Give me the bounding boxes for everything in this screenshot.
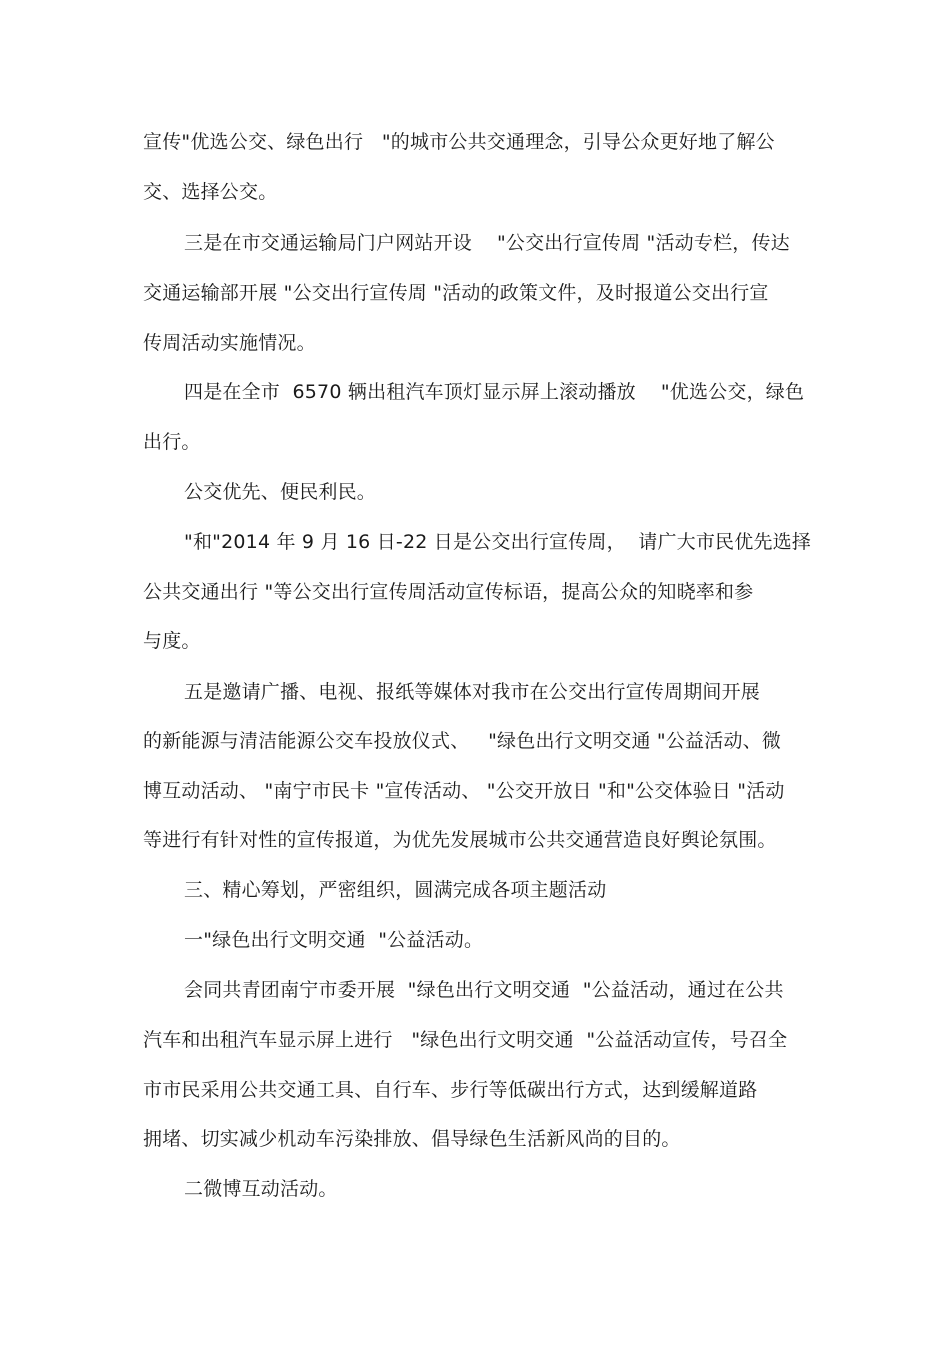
paragraph-line: 等进行有针对性的宣传报道，为优先发展城市公共交通营造良好舆论氛围。 xyxy=(143,829,777,851)
section-heading: 三、精心筹划，严密组织，圆满完成各项主题活动 xyxy=(184,879,607,901)
paragraph-line: 公交优先、便民利民。 xyxy=(184,481,377,503)
paragraph-line: "和"2014 年 9 月 16 日-22 日是公交出行宣传周， 请广大市民优先选择 xyxy=(184,531,812,553)
subsection-heading: 一"绿色出行文明交通 "公益活动。 xyxy=(184,929,484,951)
paragraph-line: 汽车和出租汽车显示屏上进行 "绿色出行文明交通 "公益活动宣传，号召全 xyxy=(143,1029,788,1051)
paragraph-line: 三是在市交通运输局门户网站开设 "公交出行宣传周 "活动专栏，传达 xyxy=(184,232,790,254)
paragraph-line: 交通运输部开展 "公交出行宣传周 "活动的政策文件，及时报道公交出行宣 xyxy=(143,282,769,304)
paragraph-line: 五是邀请广播、电视、报纸等媒体对我市在公交出行宣传周期间开展 xyxy=(184,681,761,703)
paragraph-line: 会同共青团南宁市委开展 "绿色出行文明交通 "公益活动，通过在公共 xyxy=(184,979,784,1001)
subsection-heading: 二微博互动活动。 xyxy=(184,1178,338,1200)
paragraph-line: 出行。 xyxy=(143,431,201,453)
paragraph-line: 博互动活动、 "南宁市民卡 "宣传活动、 "公交开放日 "和"公交体验日 "活动 xyxy=(143,780,785,802)
paragraph-line: 传周活动实施情况。 xyxy=(143,332,316,354)
paragraph-line: 与度。 xyxy=(143,630,201,652)
paragraph-line: 拥堵、切实减少机动车污染排放、倡导绿色生活新风尚的目的。 xyxy=(143,1128,681,1150)
paragraph-line: 公共交通出行 "等公交出行宣传周活动宣传标语，提高公众的知晓率和参 xyxy=(143,581,754,603)
paragraph-line: 市市民采用公共交通工具、自行车、步行等低碳出行方式，达到缓解道路 xyxy=(143,1079,758,1101)
paragraph-line: 交、选择公交。 xyxy=(143,181,278,203)
paragraph-line: 四是在全市 6570 辆出租汽车顶灯显示屏上滚动播放 "优选公交，绿色 xyxy=(184,381,805,403)
paragraph-line: 的新能源与清洁能源公交车投放仪式、 "绿色出行文明交通 "公益活动、微 xyxy=(143,730,782,752)
paragraph-line: 宣传"优选公交、绿色出行 "的城市公共交通理念，引导公众更好地了解公 xyxy=(143,131,775,153)
